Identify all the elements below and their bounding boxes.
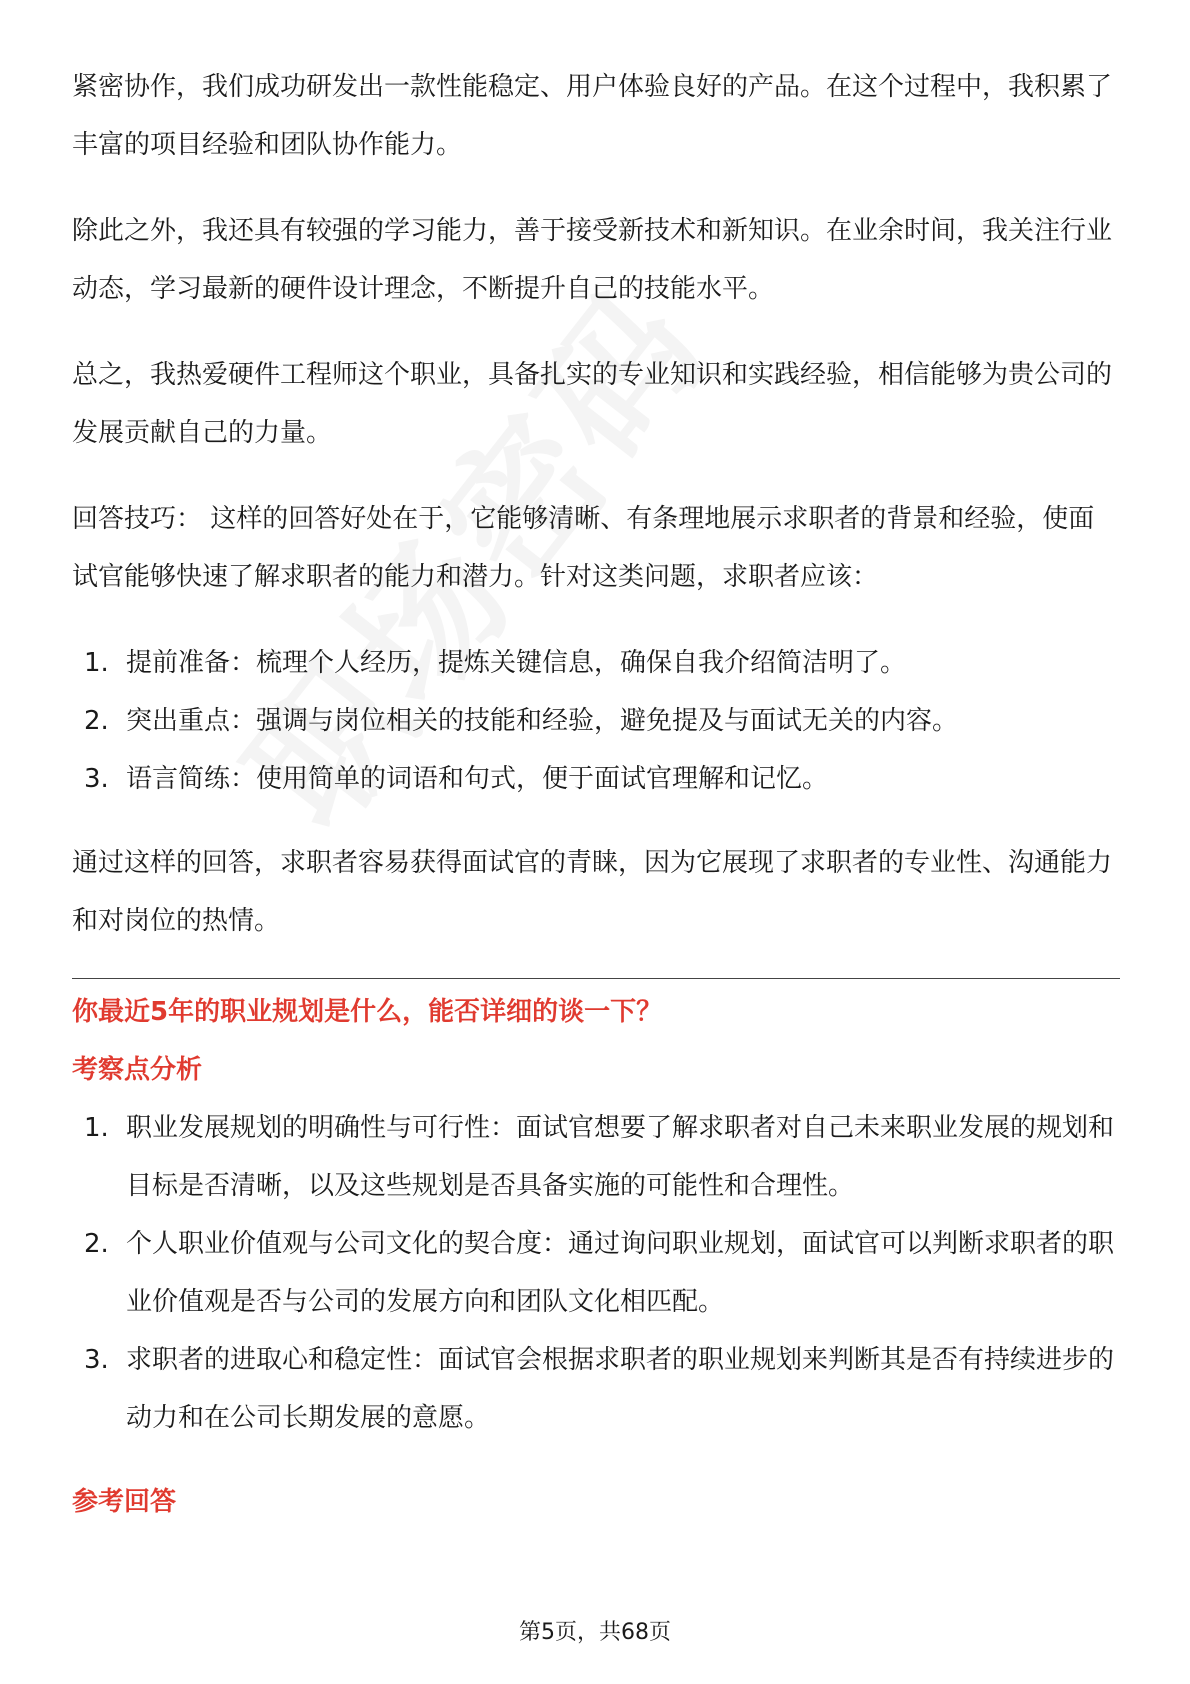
list-item xyxy=(72,750,1120,808)
list-item-text: 个人职业价值观与公司文化的契合度：通过询问职业规划，面试官可以判断求职者的职业价值观是否与公司的发展方向和团队文化相匹配。 xyxy=(126,1229,1115,1317)
list-item xyxy=(72,634,1120,692)
section-divider xyxy=(72,978,1120,979)
tips-list xyxy=(72,634,1120,808)
list-number: 3. xyxy=(84,764,109,794)
list-number: 2. xyxy=(84,706,109,736)
paragraph-1: 紧密协作，我们成功研发出一款性能稳定、用户体验良好的产品。在这个过程中，我积累了丰富的项目经验和团队协作能力。 xyxy=(72,72,1113,160)
list-item xyxy=(72,692,1120,750)
analysis-list xyxy=(72,1099,1120,1447)
list-number: 3. xyxy=(84,1345,109,1375)
list-number: 1. xyxy=(84,648,109,678)
analysis-heading: 考察点分析 xyxy=(72,1055,203,1085)
list-number: 2. xyxy=(84,1229,109,1259)
answer-tips-intro: 回答技巧： 这样的回答好处在于，它能够清晰、有条理地展示求职者的背景和经验，使面试官能够快速了解求职者的能力和潜力。针对这类问题，求职者应该： xyxy=(72,504,1095,592)
list-item-text: 求职者的进取心和稳定性：面试官会根据求职者的职业规划来判断其是否有持续进步的动力和在公司长期发展的意愿。 xyxy=(126,1345,1115,1433)
page-content xyxy=(72,58,1120,1531)
list-item-text: 提前准备：梳理个人经历，提炼关键信息，确保自我介绍简洁明了。 xyxy=(126,648,907,678)
list-number: 1. xyxy=(84,1113,109,1143)
list-item-text: 职业发展规划的明确性与可行性：面试官想要了解求职者对自己未来职业发展的规划和目标是否清晰，以及这些规划是否具备实施的可能性和合理性。 xyxy=(126,1113,1115,1201)
list-item xyxy=(72,1331,1120,1447)
page-footer: 第5页，共68页 xyxy=(519,1620,671,1645)
list-item-text: 语言简练：使用简单的词语和句式，便于面试官理解和记忆。 xyxy=(126,764,829,794)
closing-paragraph: 通过这样的回答，求职者容易获得面试官的青睐，因为它展现了求职者的专业性、沟通能力和对岗位的热情。 xyxy=(72,848,1113,936)
list-item-text: 突出重点：强调与岗位相关的技能和经验，避免提及与面试无关的内容。 xyxy=(126,706,959,736)
question-heading: 你最近5年的职业规划是什么，能否详细的谈一下？ xyxy=(72,997,663,1027)
reference-answer-heading: 参考回答 xyxy=(72,1487,177,1517)
paragraph-3: 总之，我热爱硬件工程师这个职业，具备扎实的专业知识和实践经验，相信能够为贵公司的发展贡献自己的力量。 xyxy=(72,360,1113,448)
list-item xyxy=(72,1099,1120,1215)
list-item xyxy=(72,1215,1120,1331)
paragraph-2: 除此之外，我还具有较强的学习能力，善于接受新技术和新知识。在业余时间，我关注行业动态，学习最新的硬件设计理念，不断提升自己的技能水平。 xyxy=(72,216,1113,304)
